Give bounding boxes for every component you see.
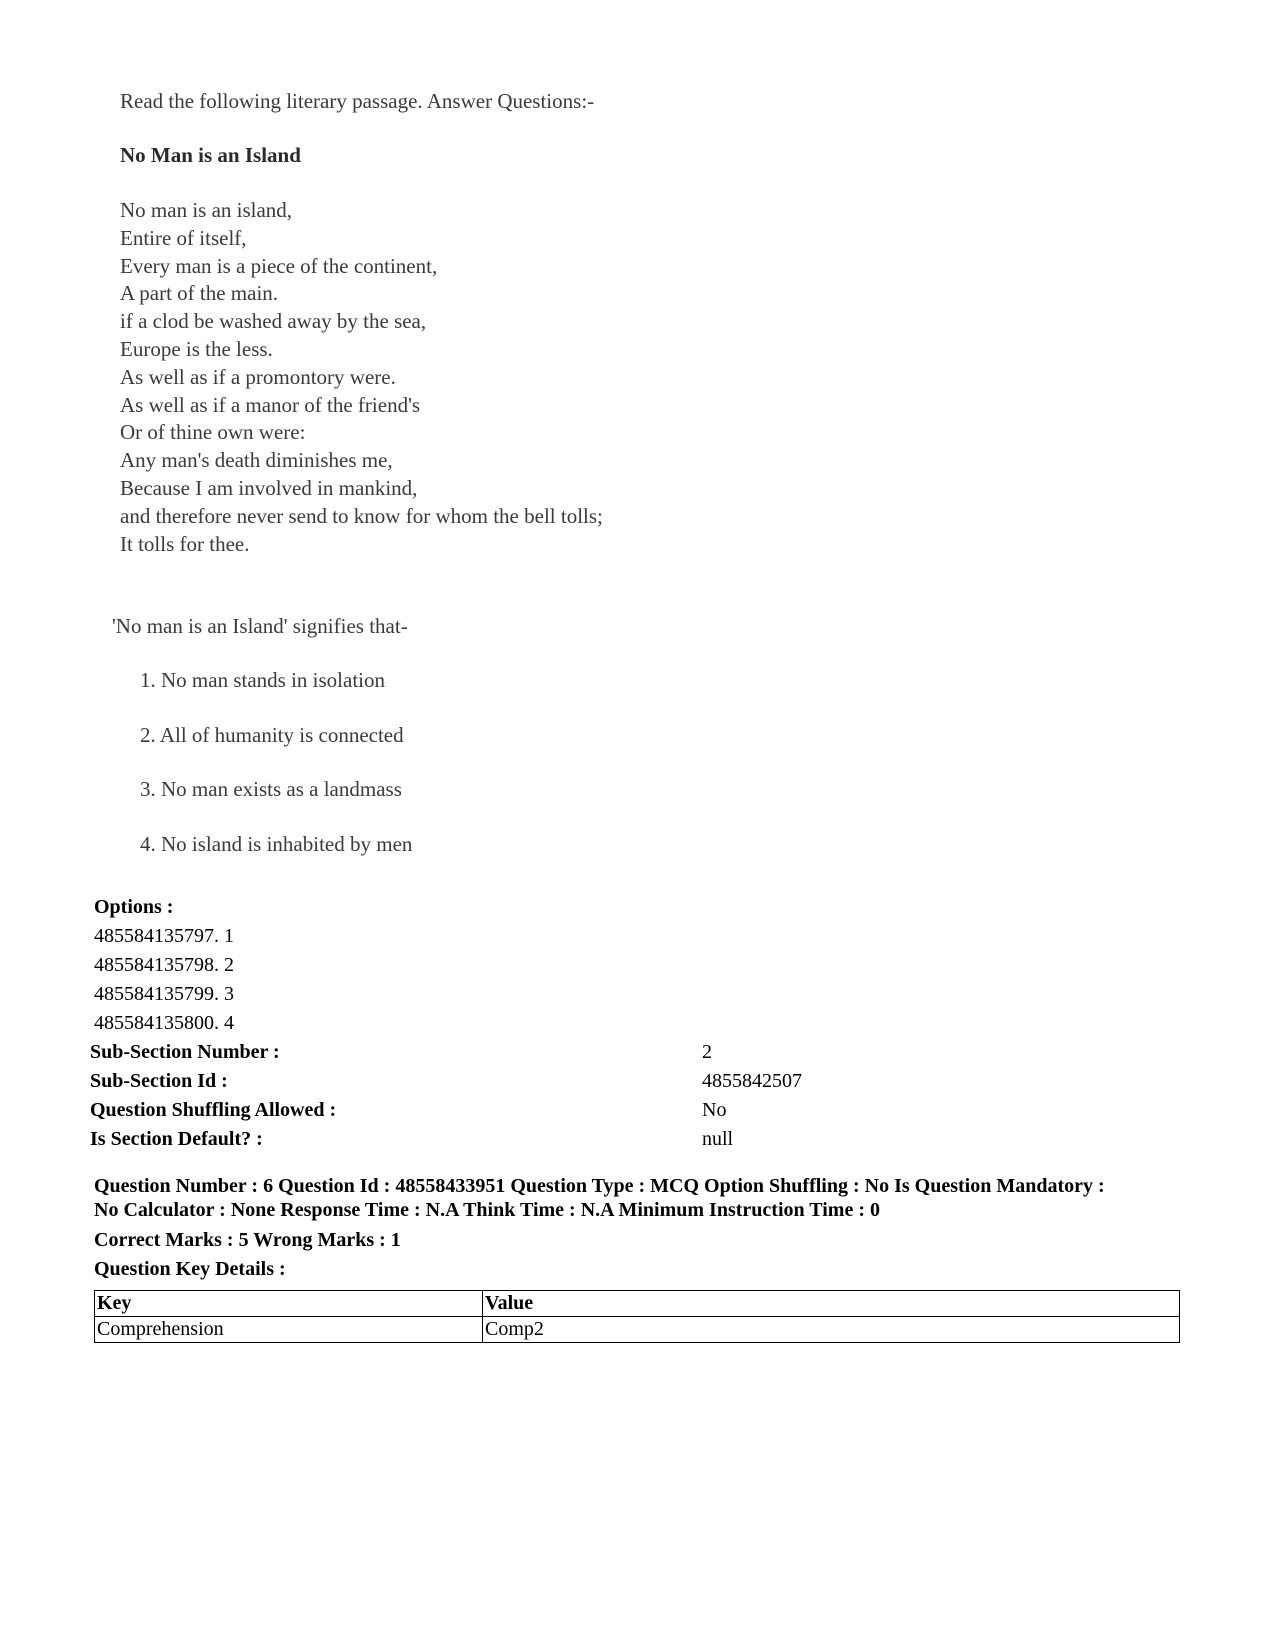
- key-details-table: [94, 1290, 1180, 1343]
- table-cell: Comprehension: [95, 1317, 483, 1343]
- question-choice: 3. No man exists as a landmass: [140, 777, 402, 802]
- option-item: 485584135799. 3: [94, 983, 234, 1005]
- subsection-row: [90, 1067, 802, 1096]
- poem-line: Any man's death diminishes me,: [120, 448, 393, 473]
- question-meta-line: Question Number : 6 Question Id : 48558433951 Question Type : MCQ Option Shuffling : No Is Question Mandatory :: [94, 1175, 1105, 1197]
- subsection-label: Sub-Section Number :: [90, 1041, 280, 1063]
- poem-line: It tolls for thee.: [120, 531, 250, 556]
- table-header: Key: [95, 1291, 483, 1317]
- table-cell: Comp2: [483, 1317, 1180, 1343]
- question-stem: 'No man is an Island' signifies that-: [112, 614, 408, 638]
- poem-title: No Man is an Island: [120, 143, 301, 167]
- subsection-label: Is Section Default? :: [90, 1128, 263, 1150]
- table-header: Value: [483, 1291, 1180, 1317]
- question-choice: 1. No man stands in isolation: [140, 668, 385, 692]
- poem-line: Or of thine own were:: [120, 420, 306, 445]
- subsection-value: 2: [702, 1041, 712, 1063]
- subsection-row: [90, 1125, 790, 1154]
- subsection-row: [90, 1096, 790, 1125]
- options-title: Options :: [94, 896, 174, 918]
- question-meta: [94, 1174, 1194, 1284]
- poem-line: Entire of itself,: [120, 225, 247, 250]
- subsection-value: null: [702, 1128, 734, 1150]
- poem-line: if a clod be washed away by the sea,: [120, 309, 427, 334]
- subsection-label: Question Shuffling Allowed :: [90, 1099, 337, 1121]
- option-item: 485584135800. 4: [94, 1012, 234, 1034]
- poem-line: Europe is the less.: [120, 336, 273, 361]
- subsection-label: Sub-Section Id :: [90, 1070, 228, 1092]
- options-block: [94, 893, 234, 1038]
- poem-line: As well as if a manor of the friend's: [120, 392, 421, 417]
- poem-lines: [120, 197, 603, 558]
- subsection-value: 4855842507: [702, 1070, 802, 1092]
- subsection-value: No: [702, 1099, 727, 1121]
- passage-image: [110, 85, 710, 875]
- passage-instruction: Read the following literary passage. Answer Questions:-: [120, 89, 595, 113]
- key-details-title: Question Key Details :: [94, 1258, 286, 1280]
- question-marks: Correct Marks : 5 Wrong Marks : 1: [94, 1229, 401, 1251]
- poem-line: A part of the main.: [120, 281, 279, 306]
- poem-line: No man is an island,: [120, 198, 293, 222]
- question-meta-line: No Calculator : None Response Time : N.A Think Time : N.A Minimum Instruction Time : 0: [94, 1199, 880, 1221]
- poem-line: and therefore never send to know for whom the bell tolls;: [120, 503, 603, 528]
- question-choice: 4. No island is inhabited by men: [140, 832, 413, 857]
- table-row: [95, 1317, 1180, 1343]
- poem-line: Because I am involved in mankind,: [120, 475, 418, 500]
- poem-line: As well as if a promontory were.: [120, 364, 396, 389]
- poem-line: Every man is a piece of the continent,: [120, 253, 438, 278]
- subsection-info: [90, 1038, 802, 1154]
- question-choice: 2. All of humanity is connected: [140, 722, 404, 747]
- table-header-row: [95, 1291, 1180, 1317]
- option-item: 485584135797. 1: [94, 925, 234, 947]
- option-item: 485584135798. 2: [94, 954, 234, 976]
- question-choices: [140, 667, 412, 886]
- subsection-row: [90, 1038, 790, 1067]
